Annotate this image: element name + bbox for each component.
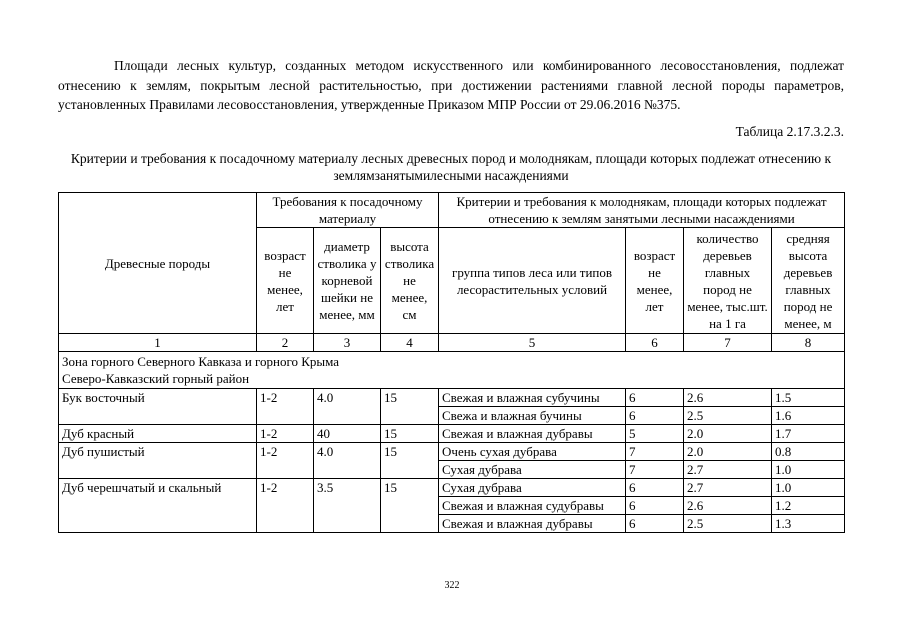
age-cell: 1-2 (257, 425, 314, 443)
forest-type-cell: Свежая и влажная судубравы (439, 497, 626, 515)
table-row (59, 479, 845, 497)
column-number: 4 (381, 334, 439, 352)
young-age-cell: 7 (626, 443, 684, 461)
avg-height-cell: 0.8 (772, 443, 845, 461)
count-cell: 2.0 (684, 425, 772, 443)
column-number: 3 (314, 334, 381, 352)
species-cell: Бук восточный (59, 389, 257, 425)
header-height: высота стволика не менее, см (381, 228, 439, 334)
diameter-cell: 4.0 (314, 389, 381, 425)
young-age-cell: 6 (626, 407, 684, 425)
count-cell: 2.0 (684, 443, 772, 461)
young-age-cell: 6 (626, 389, 684, 407)
age-cell: 1-2 (257, 389, 314, 425)
column-number: 5 (439, 334, 626, 352)
column-number: 7 (684, 334, 772, 352)
young-age-cell: 6 (626, 515, 684, 533)
avg-height-cell: 1.3 (772, 515, 845, 533)
avg-height-cell: 1.6 (772, 407, 845, 425)
header-age: возраст не менее, лет (257, 228, 314, 334)
header-young-age: возраст не менее, лет (626, 228, 684, 334)
species-cell: Дуб красный (59, 425, 257, 443)
table-row (59, 425, 845, 443)
header-planting-group: Требования к посадочному материалу (257, 193, 439, 228)
avg-height-cell: 1.2 (772, 497, 845, 515)
forest-type-cell: Сухая дубрава (439, 461, 626, 479)
avg-height-cell: 1.0 (772, 461, 845, 479)
count-cell: 2.6 (684, 497, 772, 515)
age-cell: 1-2 (257, 479, 314, 533)
height-cell: 15 (381, 443, 439, 479)
forest-type-cell: Сухая дубрава (439, 479, 626, 497)
avg-height-cell: 1.0 (772, 479, 845, 497)
diameter-cell: 40 (314, 425, 381, 443)
column-number: 1 (59, 334, 257, 352)
height-cell: 15 (381, 425, 439, 443)
young-age-cell: 6 (626, 497, 684, 515)
column-number: 8 (772, 334, 845, 352)
diameter-cell: 3.5 (314, 479, 381, 533)
height-cell: 15 (381, 389, 439, 425)
header-count: количество деревьев главных пород не менее, тыс.шт. на 1 га (684, 228, 772, 334)
species-cell: Дуб пушистый (59, 443, 257, 479)
header-avg-height: средняя высота деревьев главных пород не менее, м (772, 228, 845, 334)
forest-type-cell: Свежая и влажная дубравы (439, 515, 626, 533)
age-cell: 1-2 (257, 443, 314, 479)
criteria-table (58, 192, 845, 533)
column-number: 2 (257, 334, 314, 352)
count-cell: 2.6 (684, 389, 772, 407)
page-number: 322 (444, 580, 460, 591)
avg-height-cell: 1.7 (772, 425, 845, 443)
height-cell: 15 (381, 479, 439, 533)
young-age-cell: 6 (626, 479, 684, 497)
count-cell: 2.7 (684, 461, 772, 479)
count-cell: 2.5 (684, 407, 772, 425)
diameter-cell: 4.0 (314, 443, 381, 479)
table-row (59, 443, 845, 461)
district-title: Северо-Кавказский горный район (62, 371, 250, 386)
species-cell: Дуб черешчатый и скальный (59, 479, 257, 533)
header-young-group: Критерии и требования к молоднякам, площади которых подлежат отнесению к землям занятыми лесными насаждениями (439, 193, 845, 228)
column-number-row (59, 334, 845, 352)
column-number: 6 (626, 334, 684, 352)
forest-type-cell: Свежая и влажная дубравы (439, 425, 626, 443)
header-forest-type: группа типов леса или типов лесорастительных условий (439, 228, 626, 334)
forest-type-cell: Свежая и влажная субучины (439, 389, 626, 407)
forest-type-cell: Очень сухая дубрава (439, 443, 626, 461)
header-diameter: диаметр стволика у корневой шейки не менее, мм (314, 228, 381, 334)
forest-type-cell: Свежа и влажная бучины (439, 407, 626, 425)
table-row (59, 389, 845, 407)
table-caption: Критерии и требования к посадочному материалу лесных древесных пород и молоднякам, площади которых подлежат отнесению к землямзанятымилесными насаждениями (70, 151, 832, 183)
count-cell: 2.5 (684, 515, 772, 533)
intro-paragraph: Площади лесных культур, созданных методом искусственного или комбинированного лесовосстановления, подлежат отнесению к землям, покрытым лесной растительностью, при достижении растениями главной лесной породы параметров, установленных Правилами лесовосстановления, утвержденные Приказом МПР России от 29.06.2016 №375. (58, 58, 844, 112)
avg-height-cell: 1.5 (772, 389, 845, 407)
table-number: Таблица 2.17.3.2.3. (735, 124, 844, 139)
young-age-cell: 7 (626, 461, 684, 479)
young-age-cell: 5 (626, 425, 684, 443)
zone-title: Зона горного Северного Кавказа и горного Крыма (62, 354, 340, 369)
count-cell: 2.7 (684, 479, 772, 497)
zone-row (59, 352, 845, 389)
header-species: Древесные породы (59, 193, 257, 334)
